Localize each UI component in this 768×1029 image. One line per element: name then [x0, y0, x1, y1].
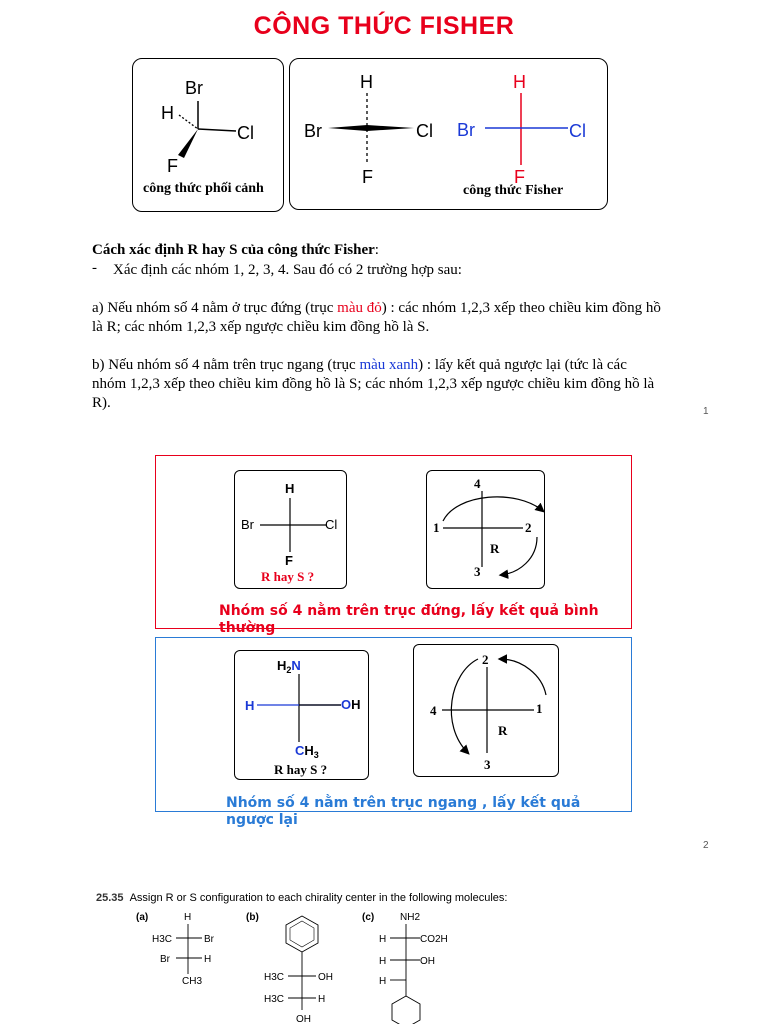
- ex-b-h: H: [318, 994, 326, 1005]
- perspective-top-label: Br: [185, 78, 203, 98]
- rule-a-red-axis: màu đỏ: [337, 300, 382, 316]
- perspective-bond-right: [198, 129, 236, 131]
- ex2-bottom-c: C: [295, 743, 305, 758]
- ex2-wheel-4: 4: [430, 703, 437, 718]
- rules-bullet-mark: -: [92, 260, 97, 276]
- rule-b-post: ) : lấy kết quả ngược lại (tức là các: [418, 357, 627, 373]
- ex-c-h1: H: [379, 934, 387, 945]
- rule-b-line2: nhóm 1,2,3 xếp theo chiều kim đồng hồ là S; các nhóm 1,2,3 xếp ngược chiều kim đồng hồ là: [92, 376, 655, 392]
- example2-frame: [155, 637, 632, 812]
- rule-a-post: ) : các nhóm 1,2,3 xếp theo chiều kim đồng hồ: [381, 300, 661, 316]
- ex-label-a: (a): [136, 912, 149, 923]
- page-number-2: 2: [703, 840, 709, 851]
- rules-heading-colon: :: [374, 242, 379, 258]
- ex-c-h2: H: [379, 956, 387, 967]
- ex2-bottom-h: H: [304, 743, 314, 758]
- example2-wheel-drawing: [414, 645, 558, 776]
- example2-molecule-drawing: [235, 651, 368, 779]
- ex-c-benzene: [392, 996, 420, 1024]
- ex2-wheel-3: 3: [484, 757, 491, 772]
- ex2-top: [277, 658, 301, 675]
- ex1-bottom: F: [285, 553, 293, 568]
- ex2-left: H: [245, 698, 255, 713]
- ex2-wheel-2: 2: [482, 652, 489, 667]
- perspective-wedge-bond: [178, 129, 198, 158]
- ex-b-benzene: [286, 916, 318, 952]
- perspective-dash-bond: [179, 115, 198, 129]
- ex-a-h2: H: [204, 954, 212, 965]
- ex-label-c: (c): [362, 912, 375, 923]
- fisher-bw-top: H: [360, 72, 373, 92]
- fisher-bw-left: Br: [304, 121, 322, 141]
- rules-heading: [92, 241, 379, 260]
- ex1-top: H: [285, 481, 295, 496]
- page-title: CÔNG THỨC FISHER: [253, 12, 515, 40]
- perspective-left-label: H: [161, 103, 174, 123]
- page-number-1: 1: [703, 406, 709, 417]
- example1-wheel-drawing: [427, 471, 544, 588]
- example2-note: Nhóm số 4 nằm trên trục ngang , lấy kết quả ngược lại: [226, 795, 581, 828]
- fisher-bw-right: Cl: [416, 121, 433, 141]
- rule-b-line1: [92, 356, 627, 375]
- ex2-arrow-2-to-3: [451, 659, 478, 753]
- ex2-wheel-1: 1: [536, 701, 543, 716]
- ex1-wheel-3: 3: [474, 564, 481, 579]
- ex1-right: Cl: [325, 517, 338, 532]
- ex1-wheel-1: 1: [433, 520, 440, 535]
- perspective-caption: công thức phối cảnh: [143, 181, 264, 196]
- rules-bullet-text: Xác định các nhóm 1, 2, 3, 4. Sau đó có 2 trường hợp sau:: [113, 262, 462, 278]
- example1-molecule-box: [234, 470, 347, 589]
- fisher-bw-bottom: F: [362, 167, 373, 187]
- ex-c-h3: H: [379, 976, 387, 987]
- exercise-number: 25.35: [96, 892, 124, 904]
- example2-molecule-box: [234, 650, 369, 780]
- rules-heading-text: Cách xác định R hay S của công thức Fisher: [92, 242, 375, 258]
- fisher-caption: công thức Fisher: [463, 183, 564, 198]
- fisher-bw-right-wedge: [367, 125, 414, 131]
- perspective-bottom-label: F: [167, 156, 178, 176]
- ex1-question: R hay S ?: [261, 569, 315, 584]
- rule-a-line2: là R; các nhóm 1,2,3 xếp ngược chiều kim đồng hồ là S.: [92, 319, 430, 335]
- ex2-wheel-result: R: [498, 723, 508, 738]
- exercise-molecules: [130, 906, 470, 1024]
- example2-wheel-box: [413, 644, 559, 777]
- fisher-bw-left-wedge: [328, 125, 367, 131]
- ex1-wheel-result: R: [490, 541, 500, 556]
- rule-a-line1: [92, 299, 661, 318]
- ex2-right-h: H: [351, 697, 361, 712]
- fisher-color-bottom: F: [514, 167, 525, 187]
- fisher-color-top: H: [513, 72, 526, 92]
- ex-c-nh2: NH2: [400, 912, 421, 923]
- ex2-bottom-sub: 3: [313, 750, 319, 760]
- ex-b-benzene-inner: [290, 921, 314, 947]
- fisher-color-right: Cl: [569, 121, 586, 141]
- ex1-left: Br: [241, 517, 254, 532]
- ex-c-oh: OH: [420, 956, 435, 967]
- ex2-bottom: [295, 743, 319, 760]
- exercise-heading: [96, 892, 507, 904]
- ex2-top-n: N: [291, 658, 301, 673]
- ex1-arrow-1-to-2: [443, 497, 543, 521]
- perspective-formula-box: [132, 58, 284, 212]
- ex-a-h3c: H3C: [152, 934, 173, 945]
- ex1-arrow-2-to-3: [501, 537, 537, 575]
- rule-b-blue-axis: màu xanh: [359, 357, 419, 373]
- ex-b-oh1: OH: [318, 972, 333, 983]
- ex-b-h3c2: H3C: [264, 994, 285, 1005]
- ex-b-oh2: OH: [296, 1014, 311, 1024]
- ex-a-ch3: CH3: [182, 976, 203, 987]
- ex2-right: [341, 697, 361, 712]
- ex2-question: R hay S ?: [274, 762, 328, 777]
- example1-wheel-box: [426, 470, 545, 589]
- exercise-prompt: Assign R or S configuration to each chirality center in the following molecules:: [129, 892, 508, 904]
- exercise-molecules-drawing: [130, 906, 470, 1024]
- ex-a-br2: Br: [160, 954, 170, 965]
- ex2-top-sub: 2: [286, 665, 292, 675]
- rule-b-line3: R).: [92, 395, 111, 411]
- example1-note: Nhóm số 4 nằm trên trục đứng, lấy kết quả bình thường: [219, 603, 599, 636]
- ex-a-br1: Br: [204, 934, 214, 945]
- perspective-right-label: Cl: [237, 123, 254, 143]
- ex-c-co2h: CO2H: [420, 934, 448, 945]
- ex-label-b: (b): [246, 912, 259, 923]
- ex2-arrow-1-to-2: [500, 659, 546, 695]
- ex2-right-o: O: [341, 697, 352, 712]
- ex1-wheel-4: 4: [474, 476, 481, 491]
- ex1-wheel-2: 2: [525, 520, 532, 535]
- fisher-formula-box: [289, 58, 608, 210]
- ex-a-h: H: [184, 912, 192, 923]
- ex-b-h3c1: H3C: [264, 972, 285, 983]
- rule-b-pre: b) Nếu nhóm số 4 nằm trên trục ngang (trục: [92, 357, 360, 373]
- ex2-top-h: H: [277, 658, 287, 673]
- rule-a-pre: a) Nếu nhóm số 4 nằm ở trục đứng (trục: [92, 300, 338, 316]
- fisher-color-left: Br: [457, 120, 475, 140]
